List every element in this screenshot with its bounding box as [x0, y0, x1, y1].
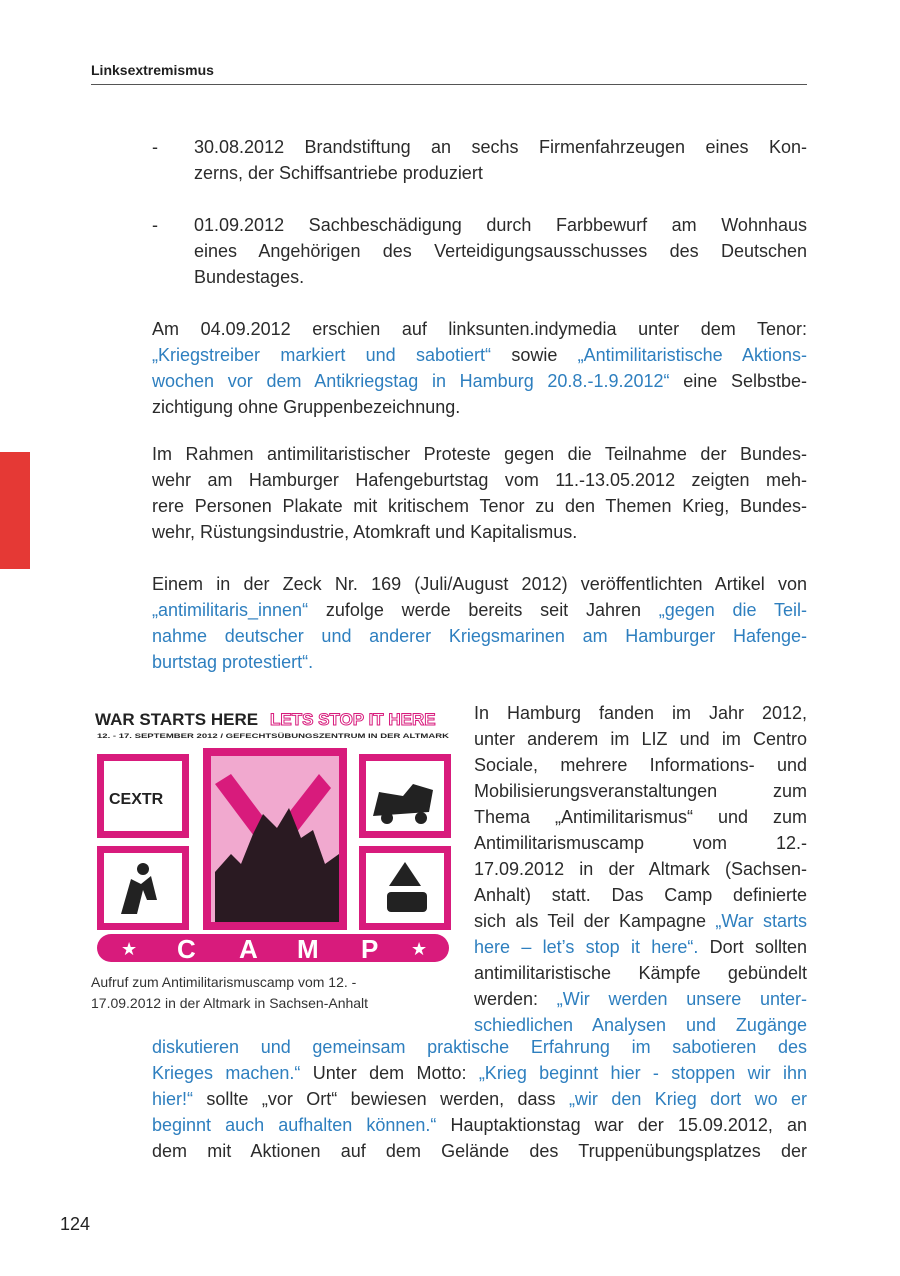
camp-banner	[97, 934, 449, 962]
text-line: Im Rahmen antimilitaristischer Proteste gegen die Teilnahme der Bundes-	[152, 444, 807, 464]
text-line: wehr am Hamburger Hafengeburtstag vom 11.-13.05.2012 zeigten meh-	[152, 470, 807, 490]
image-caption	[91, 972, 368, 1014]
text-line: Sociale, mehrere Informations- und	[474, 755, 807, 775]
text-line	[152, 597, 807, 623]
bullet-item	[194, 134, 807, 186]
caption-line: 17.09.2012 in der Altmark in Sachsen-Anhalt	[91, 995, 369, 1011]
camp-letter: M	[297, 934, 319, 964]
text-line: zerns, der Schiffsantriebe produziert	[194, 163, 483, 183]
text-line: diskutieren und gemeinsam praktische Erfahrung im sabotieren des	[152, 1037, 807, 1057]
text-line: dem mit Aktionen auf dem Gelände des Truppenübungsplatzes der	[152, 1141, 807, 1161]
quote: „Krieg beginnt hier - stoppen wir ihn	[478, 1063, 807, 1083]
wheel-icon	[381, 812, 393, 824]
poster-headline-pink: LETS STOP IT HERE	[270, 710, 436, 729]
quote: „wir den Krieg dort wo er	[568, 1089, 807, 1109]
text-line: Mobilisierungsveranstaltungen zum	[474, 781, 807, 801]
quote: „Antimilitaristische Aktions-	[577, 345, 807, 365]
text-line: 17.09.2012 in der Altmark (Sachsen-	[474, 859, 807, 879]
text-run: zufolge werde bereits seit Jahren	[308, 600, 659, 620]
quote: „Wir werden unsere unter-	[556, 989, 807, 1009]
quote: wochen vor dem Antikriegstag in Hamburg 20.8.-1.9.2012“	[152, 371, 670, 391]
camp-letter: A	[239, 934, 258, 964]
poster-subline: 12. - 17. SEPTEMBER 2012 / GEFECHTSÜBUNGSZENTRUM IN DER ALTMARK	[97, 733, 338, 740]
quote: hier!“	[152, 1089, 194, 1109]
text-line: Anhalt) statt. Das Camp definierte	[474, 885, 807, 905]
quote: „War starts	[715, 911, 807, 931]
quote: „Kriegstreiber markiert und sabotiert“	[152, 345, 492, 365]
wheel-icon	[415, 812, 427, 824]
text-line: Einem in der Zeck Nr. 169 (Juli/August 2012) veröffentlichten Artikel von	[152, 574, 807, 594]
text-run: eine Selbstbe-	[669, 371, 807, 391]
text-line	[152, 1112, 807, 1138]
text-run: werden:	[474, 989, 557, 1009]
bullet-item	[194, 212, 807, 290]
poster-headline-black: WAR STARTS HERE	[95, 710, 259, 729]
text-line: antimilitaristische Kämpfe gebündelt	[474, 963, 807, 983]
text-line: In Hamburg fanden im Jahr 2012,	[474, 703, 807, 723]
quote: here – let’s stop it here“.	[474, 937, 699, 957]
camp-star: ★	[411, 939, 428, 960]
text-run: sowie	[491, 345, 578, 365]
text-line	[152, 342, 807, 368]
text-line: Thema „Antimilitarismus“ und zum	[474, 807, 807, 827]
text-line: 01.09.2012 Sachbeschädigung durch Farbbewurf am Wohnhaus	[194, 215, 807, 235]
text-line: unter anderem im LIZ und im Centro	[474, 729, 807, 749]
bullet-dash: -	[152, 215, 158, 235]
chapter-tab-marker	[0, 452, 30, 569]
running-header: Linksextremismus	[91, 62, 214, 78]
text-line: eines Angehörigen des Verteidigungsausschusses des Deutschen	[194, 241, 807, 261]
poster-icon-text: CEXTR	[109, 791, 164, 808]
text-line: Antimilitarismuscamp vom 12.-	[474, 833, 807, 853]
paragraph	[152, 1034, 807, 1164]
camp-letter: P	[361, 934, 379, 964]
text-line: nahme deutscher und anderer Kriegsmarinen am Hamburger Hafenge-	[152, 626, 807, 646]
text-line: rere Personen Plakate mit kritischem Tenor zu den Themen Krieg, Bundes-	[152, 496, 807, 516]
text-line: zichtigung ohne Gruppenbezeichnung.	[152, 397, 461, 417]
page-number: 124	[60, 1214, 91, 1234]
text-line	[152, 1086, 807, 1112]
text-line: 30.08.2012 Brandstiftung an sechs Firmenfahrzeugen eines Kon-	[194, 137, 807, 157]
text-line	[474, 986, 807, 1012]
worker-head-icon	[137, 863, 149, 875]
text-run: Unter dem Motto:	[300, 1063, 479, 1083]
text-line	[474, 908, 807, 934]
text-line	[152, 368, 807, 394]
header-rule	[91, 84, 807, 85]
bullet-dash: -	[152, 137, 158, 157]
text-line	[474, 934, 807, 960]
text-line: schiedlichen Analysen und Zugänge	[474, 1015, 807, 1035]
camp-letter: C	[177, 934, 196, 964]
quote: Krieges machen.“	[152, 1063, 301, 1083]
quote: „gegen die Teil-	[658, 600, 807, 620]
side-column-text	[474, 700, 807, 1038]
caption-line: Aufruf zum Antimilitarismuscamp vom 12. -	[91, 974, 357, 990]
camp-poster-image	[91, 704, 455, 964]
text-line: Am 04.09.2012 erschien auf linksunten.indymedia unter dem Tenor:	[152, 319, 807, 339]
caravan-icon	[387, 892, 427, 912]
quote: beginnt auch aufhalten können.“	[152, 1115, 437, 1135]
text-run: Dort sollten	[698, 937, 807, 957]
text-run: sollte „vor Ort“ bewiesen werden, dass	[193, 1089, 569, 1109]
quote: „antimilitaris_innen“	[152, 600, 309, 620]
paragraph	[152, 441, 807, 545]
paragraph	[152, 571, 807, 675]
text-run: Hauptaktionstag war der 15.09.2012, an	[436, 1115, 807, 1135]
paragraph	[152, 316, 807, 420]
camp-star: ★	[121, 939, 138, 960]
text-line: Bundestages.	[194, 267, 305, 287]
text-line	[152, 1060, 807, 1086]
text-run: sich als Teil der Kampagne	[474, 911, 716, 931]
text-line: wehr, Rüstungsindustrie, Atomkraft und Kapitalismus.	[152, 522, 578, 542]
text-line: burtstag protestiert“.	[152, 652, 314, 672]
